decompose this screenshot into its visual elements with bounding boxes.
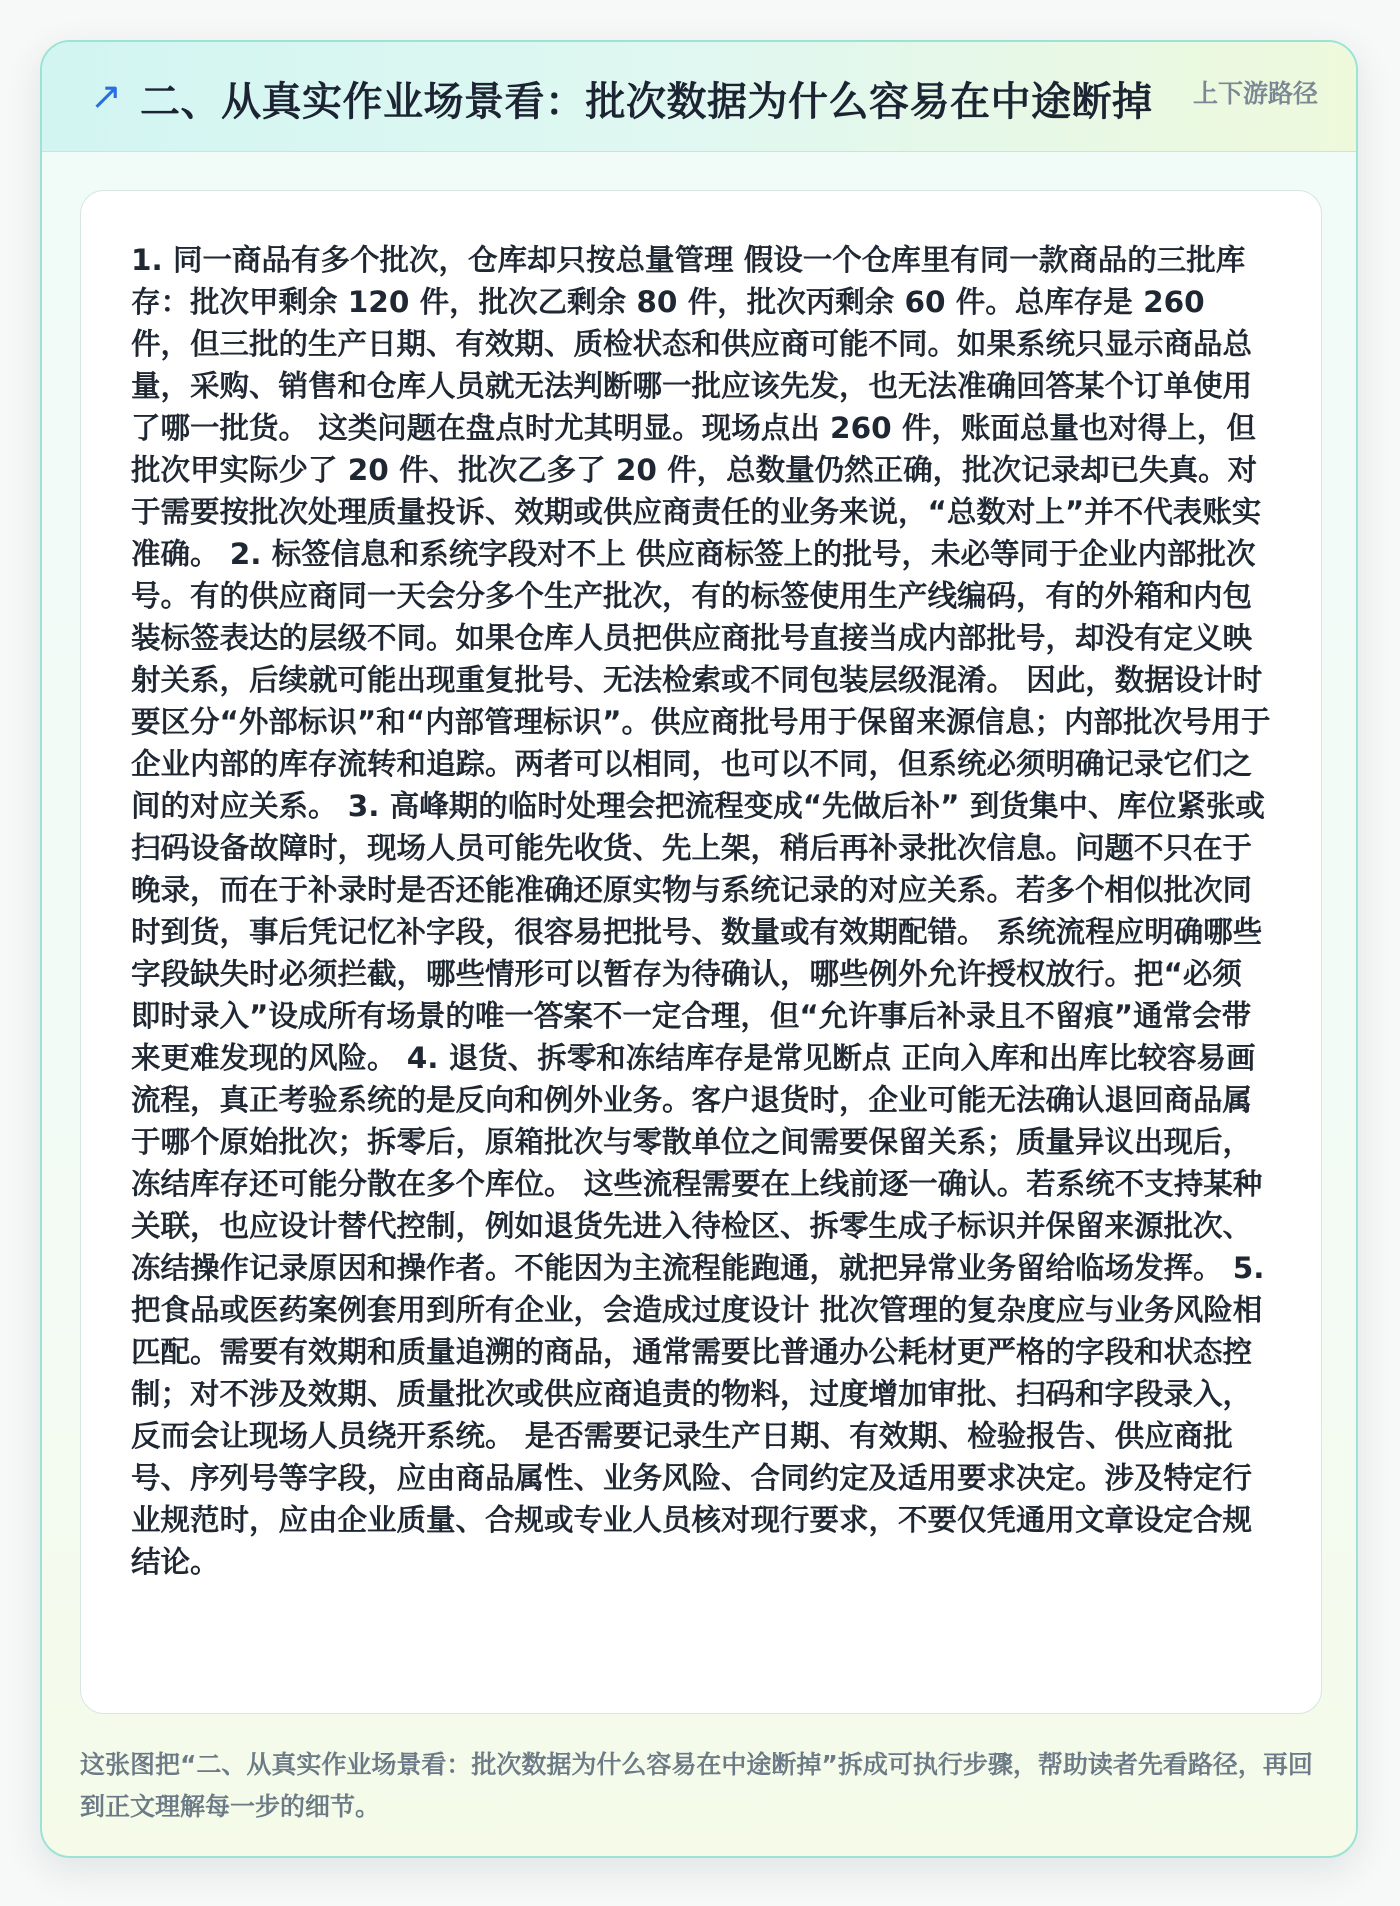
article-card (40, 40, 1358, 1858)
card-header (42, 42, 1356, 152)
figure-caption: 这张图把“二、从真实作业场景看：批次数据为什么容易在中途断掉”拆成可执行步骤，帮助读者先看路径，再回到正文理解每一步的细节。 (80, 1750, 1313, 1821)
page-title: 二、从真实作业场景看：批次数据为什么容易在中途断掉 (140, 79, 1153, 125)
section-tag: 上下游路径 (1192, 79, 1318, 108)
body-paragraph: 1. 同一商品有多个批次，仓库却只按总量管理 假设一个仓库里有同一款商品的三批库存：批次甲剩余 120 件，批次乙剩余 80 件，批次丙剩余 60 件。总库存是 260 件，但三批的生产日期、有效期、质检状态和供应商可能不同。如果系统只显示商品总量，采购、销售和仓库人员就无法判断哪一批应该先发，也无法准确回答某个订单使用了哪一批货。 这类问题在盘点时尤其明显。现场点出 260 件，账面总量也对得上，但批次甲实际少了 20 件、批次乙多了 20 件，总数量仍然正确，批次记录却已失真。对于需要按批次处理质量投诉、效期或供应商责任的业务来说，“总数对上”并不代表账实准确。 2. 标签信息和系统字段对不上 供应商标签上的批号，未必等同于企业内部批次号。有的供应商同一天会分多个生产批次，有的标签使用生产线编码，有的外箱和内包装标签表达的层级不同。如果仓库人员把供应商批号直接当成内部批号，却没有定义映射关系，后续就可能出现重复批号、无法检索或不同包装层级混淆。 因此，数据设计时要区分“外部标识”和“内部管理标识”。供应商批号用于保留来源信息；内部批次号用于企业内部的库存流转和追踪。两者可以相同，也可以不同，但系统必须明确记录它们之间的对应关系。 3. 高峰期的临时处理会把流程变成“先做后补” 到货集中、库位紧张或扫码设备故障时，现场人员可能先收货、先上架，稍后再补录批次信息。问题不只在于晚录，而在于补录时是否还能准确还原实物与系统记录的对应关系。若多个相似批次同时到货，事后凭记忆补字段，很容易把批号、数量或有效期配错。 系统流程应明确哪些字段缺失时必须拦截，哪些情形可以暂存为待确认，哪些例外允许授权放行。把“必须即时录入”设成所有场景的唯一答案不一定合理，但“允许事后补录且不留痕”通常会带来更难发现的风险。 4. 退货、拆零和冻结库存是常见断点 正向入库和出库比较容易画流程，真正考验系统的是反向和例外业务。客户退货时，企业可能无法确认退回商品属于哪个原始批次；拆零后，原箱批次与零散单位之间需要保留关系；质量异议出现后，冻结库存还可能分散在多个库位。 这些流程需要在上线前逐一确认。若系统不支持某种关联，也应设计替代控制，例如退货先进入待检区、拆零生成子标识并保留来源批次、冻结操作记录原因和操作者。不能因为主流程能跑通，就把异常业务留给临场发挥。 5. 把食品或医药案例套用到所有企业，会造成过度设计 批次管理的复杂度应与业务风险相匹配。需要有效期和质量追溯的商品，通常需要比普通办公耗材更严格的字段和状态控制；对不涉及效期、质量批次或供应商追责的物料，过度增加审批、扫码和字段录入，反而会让现场人员绕开系统。 是否需要记录生产日期、有效期、检验报告、供应商批号、序列号等字段，应由商品属性、业务风险、合同约定及适用要求决定。涉及特定行业规范时，应由企业质量、合规或专业人员核对现行要求，不要仅凭通用文章设定合规结论。 (131, 243, 1271, 1579)
content-panel (80, 190, 1322, 1714)
trend-arrow-icon: ↗ (90, 74, 122, 118)
